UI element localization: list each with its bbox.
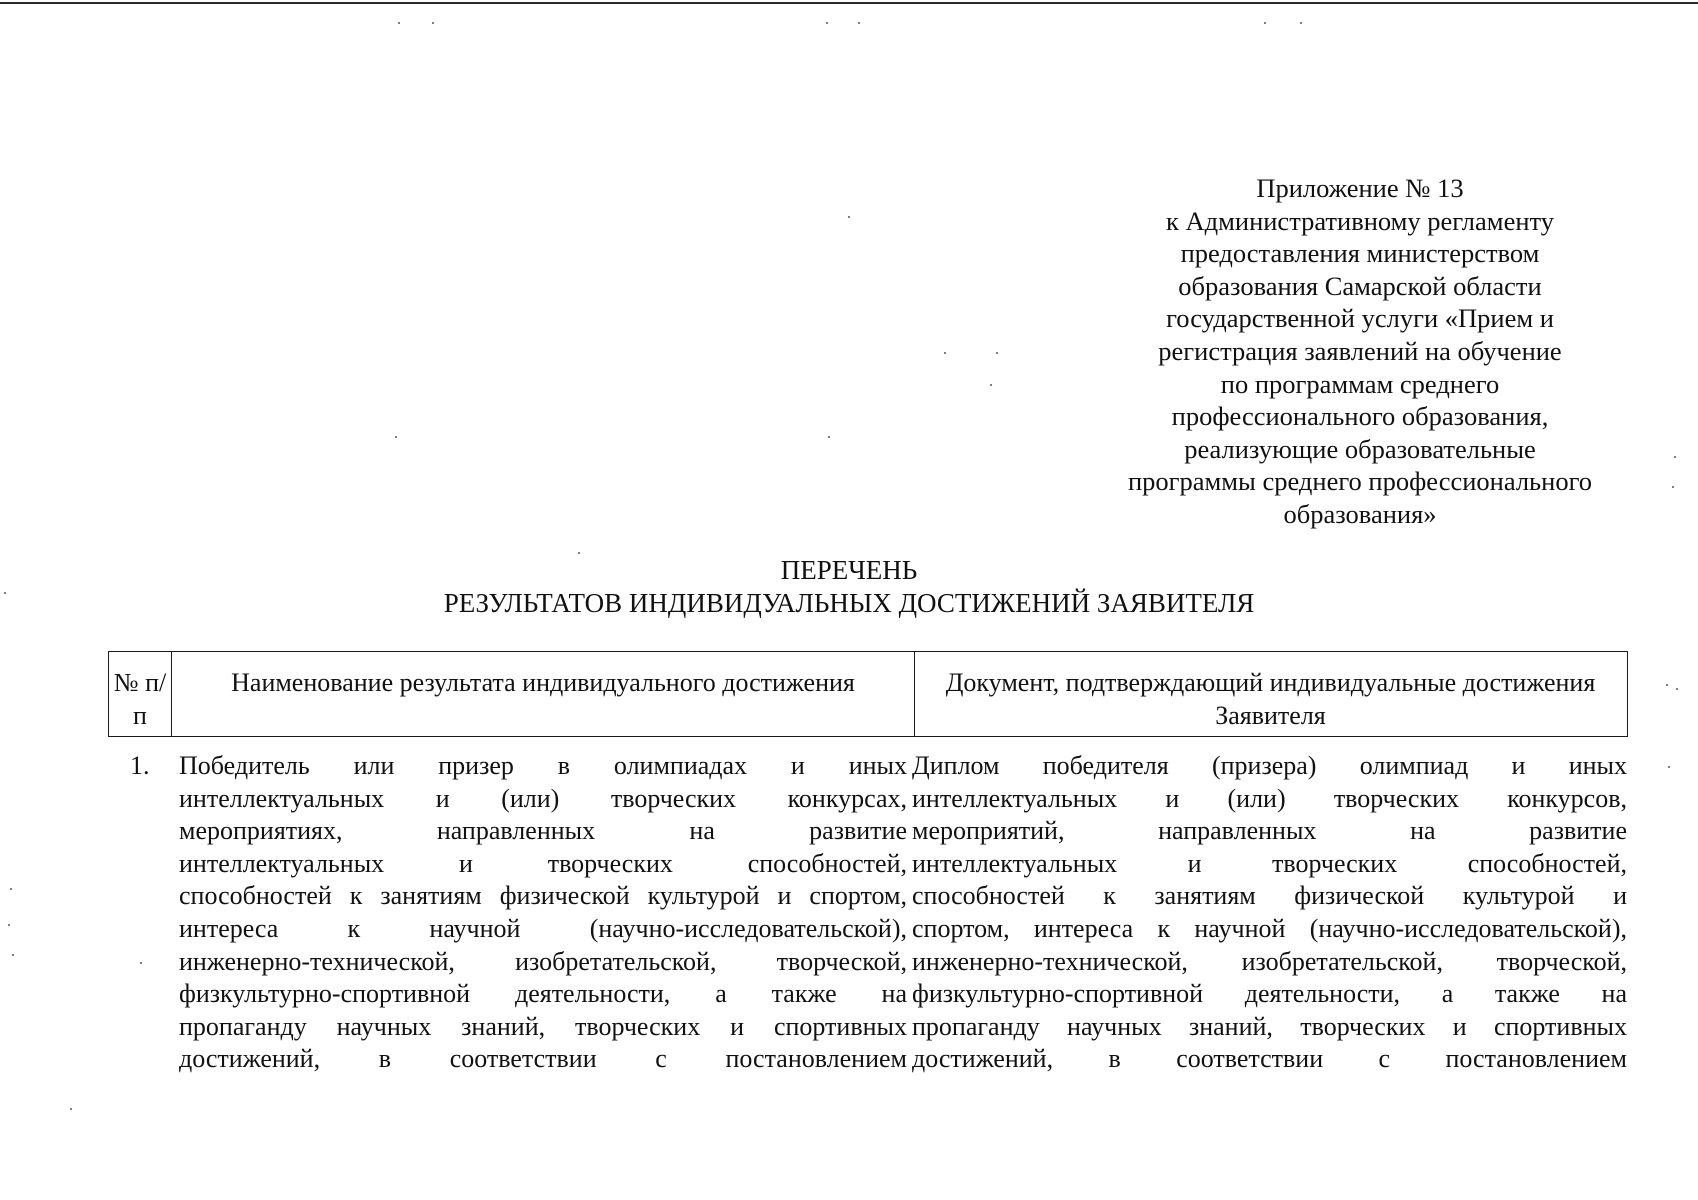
text-line: мероприятий, направленных на развитие xyxy=(912,816,1627,846)
scan-speck xyxy=(12,954,14,956)
table-header xyxy=(108,651,1628,737)
top-border-line xyxy=(0,2,1698,4)
appendix-line: профессионального образования, xyxy=(1171,401,1549,432)
scan-speck xyxy=(395,436,397,438)
scan-speck xyxy=(432,22,434,24)
scan-speck xyxy=(140,962,142,964)
scan-speck xyxy=(828,436,830,438)
header-number-cell: № п/п xyxy=(109,652,172,736)
text-line: инженерно-технической, изобретательской, творческой, xyxy=(912,946,1627,976)
appendix-block xyxy=(1090,172,1630,531)
text-line: интереса к научной (научно-исследовательской), xyxy=(179,913,907,943)
scan-speck xyxy=(10,888,12,890)
scan-speck xyxy=(1668,766,1670,768)
text-line: Диплом победителя (призера) олимпиад и иных xyxy=(912,751,1627,780)
text-line: способностей к занятиям физической культурой и спортом, xyxy=(179,881,907,911)
appendix-line: реализующие образовательные xyxy=(1184,433,1536,464)
text-line: достижений, в соответствии с постановлением xyxy=(179,1044,907,1074)
text-line: спортом, интереса к научной (научно-исследовательской), xyxy=(912,913,1627,943)
text-line: инженерно-технической, изобретательской, творческой, xyxy=(179,946,907,976)
appendix-line: предоставления министерством xyxy=(1180,238,1540,269)
row-number: 1. xyxy=(130,751,150,780)
row-achievement-name xyxy=(179,750,907,1076)
text-line: интеллектуальных и (или) творческих конкурсах, xyxy=(179,783,907,813)
appendix-line: программы среднего профессионального xyxy=(1127,466,1593,497)
scan-speck xyxy=(8,924,10,926)
scan-speck xyxy=(1672,486,1674,488)
scan-speck xyxy=(858,22,860,24)
scan-speck xyxy=(848,216,850,218)
scan-speck xyxy=(990,384,992,386)
scan-speck xyxy=(996,352,998,354)
scan-speck xyxy=(70,1108,72,1110)
text-line: способностей к занятиям физической культурой и xyxy=(912,881,1627,911)
scan-speck xyxy=(398,22,400,24)
text-line: физкультурно-спортивной деятельности, а также на xyxy=(179,979,907,1009)
text-line: пропаганду научных знаний, творческих и спортивных xyxy=(179,1011,907,1041)
scan-speck xyxy=(1300,22,1302,24)
text-line: Победитель или призер в олимпиадах и иных xyxy=(179,751,907,780)
header-achievement-name-cell: Наименование результата индивидуального достижения xyxy=(172,652,915,736)
text-line: достижений, в соответствии с постановлением xyxy=(912,1044,1627,1074)
appendix-line: регистрация заявлений на обучение xyxy=(1158,335,1562,366)
heading-title: ПЕРЕЧЕНЬ xyxy=(780,555,918,585)
appendix-line: государственной услуги «Прием и xyxy=(1166,303,1554,334)
appendix-line: образования» xyxy=(1283,498,1437,529)
header-document-cell: Документ, подтверждающий индивидуальные достижения Заявителя xyxy=(945,668,1596,730)
scan-speck xyxy=(1264,22,1266,24)
text-line: интеллектуальных и творческих способностей, xyxy=(912,848,1627,878)
scan-speck xyxy=(826,22,828,24)
row-document xyxy=(912,750,1627,1076)
appendix-line: образования Самарской области xyxy=(1178,270,1542,301)
text-line: интеллектуальных и (или) творческих конкурсов, xyxy=(912,783,1627,813)
appendix-line: по программам среднего xyxy=(1220,368,1500,399)
appendix-line: Приложение № 13 xyxy=(1256,173,1464,203)
text-line: интеллектуальных и творческих способностей, xyxy=(179,848,907,878)
scan-speck xyxy=(1666,684,1668,686)
scan-speck xyxy=(1674,456,1676,458)
text-line: мероприятиях, направленных на развитие xyxy=(179,816,907,846)
text-line: физкультурно-спортивной деятельности, а также на xyxy=(912,979,1627,1009)
text-line: пропаганду научных знаний, творческих и спортивных xyxy=(912,1011,1627,1041)
appendix-line: к Административному регламенту xyxy=(1166,205,1554,236)
heading-subtitle: РЕЗУЛЬТАТОВ ИНДИВИДУАЛЬНЫХ ДОСТИЖЕНИЙ ЗАЯВИТЕЛЯ xyxy=(443,588,1255,618)
document-heading xyxy=(0,554,1698,620)
scan-speck xyxy=(1676,688,1678,690)
scan-speck xyxy=(944,352,946,354)
